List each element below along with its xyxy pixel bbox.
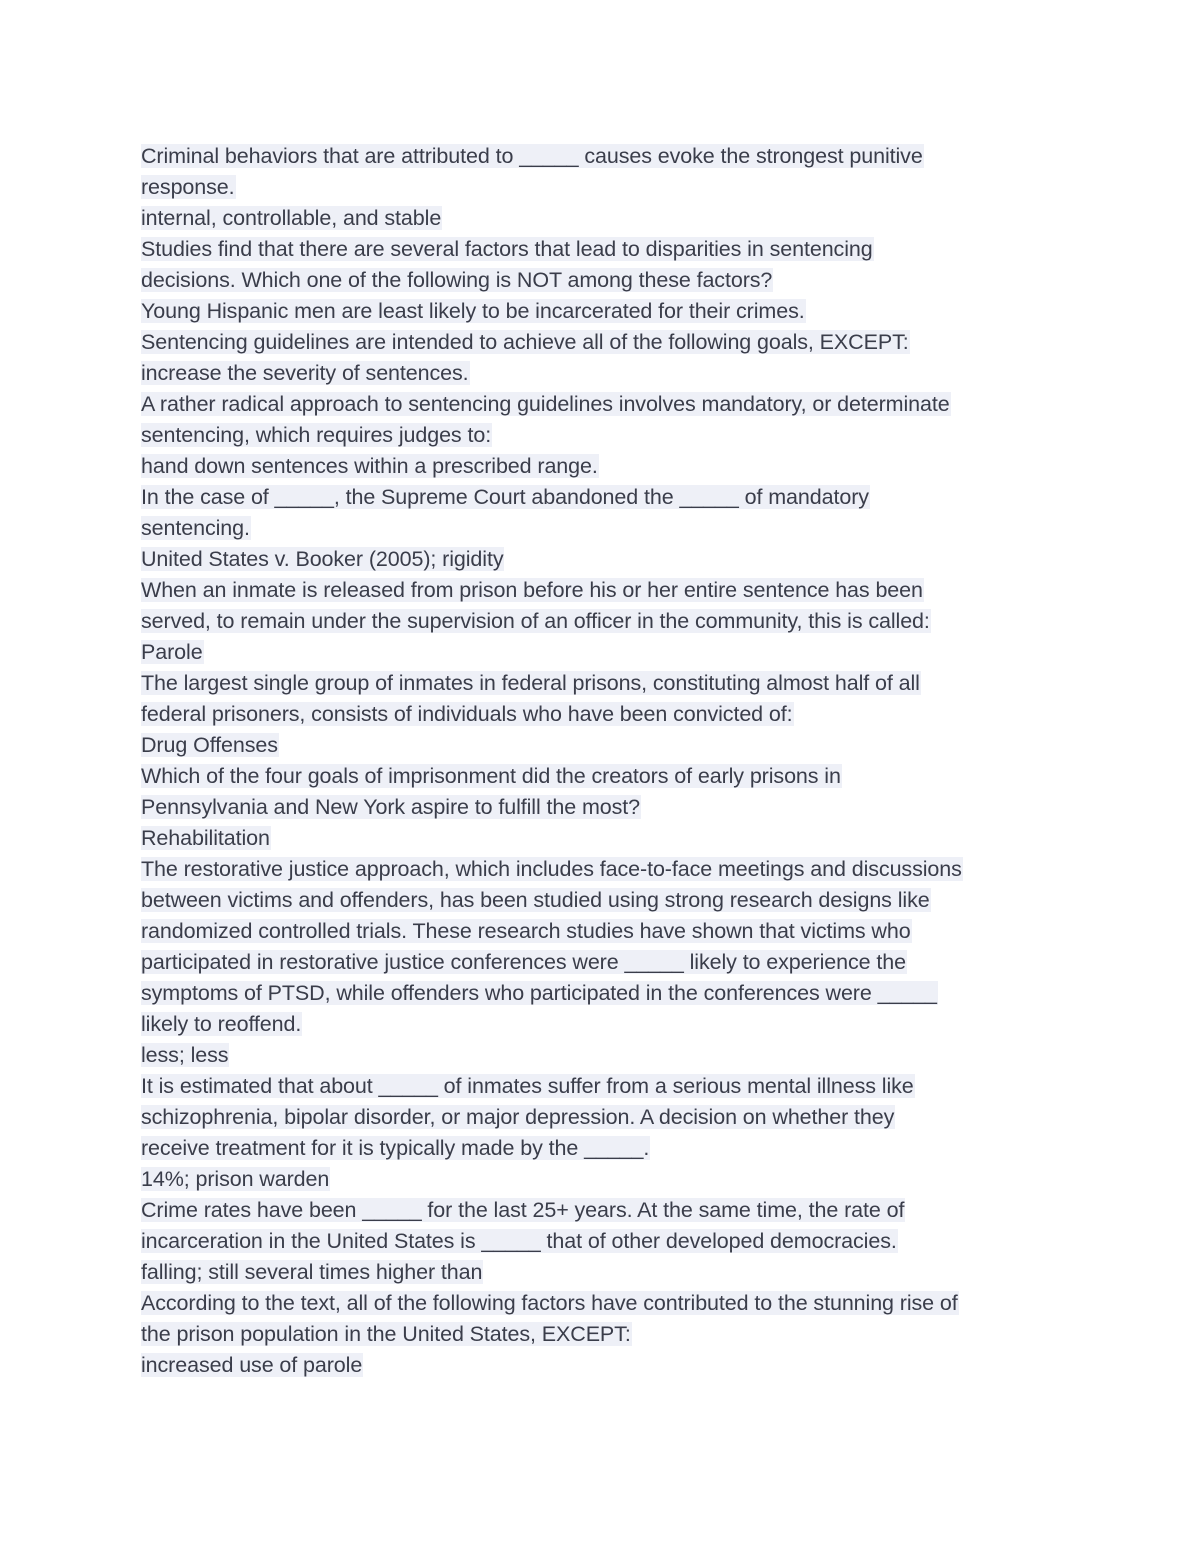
text-line-content: less; less <box>141 1043 229 1067</box>
text-line-content: Sentencing guidelines are intended to achieve all of the following goals, EXCEPT: <box>141 330 909 354</box>
text-line-content: the prison population in the United States, EXCEPT: <box>141 1322 631 1346</box>
text-line-content: Drug Offenses <box>141 733 278 757</box>
document-body <box>141 141 1061 1381</box>
text-line <box>141 916 1061 947</box>
text-line-content: A rather radical approach to sentencing guidelines involves mandatory, or determinate <box>141 392 950 416</box>
text-line <box>141 1102 1061 1133</box>
text-line-content: randomized controlled trials. These research studies have shown that victims who <box>141 919 911 943</box>
text-line <box>141 730 1061 761</box>
text-line-content: increased use of parole <box>141 1353 363 1377</box>
text-line <box>141 1040 1061 1071</box>
text-line-content: The largest single group of inmates in federal prisons, constituting almost half of all <box>141 671 920 695</box>
text-line <box>141 1195 1061 1226</box>
text-line <box>141 1226 1061 1257</box>
text-line <box>141 606 1061 637</box>
text-line-content: increase the severity of sentences. <box>141 361 469 385</box>
text-line-content: decisions. Which one of the following is NOT among these factors? <box>141 268 773 292</box>
text-line-content: symptoms of PTSD, while offenders who participated in the conferences were _____ <box>141 981 937 1005</box>
text-line <box>141 823 1061 854</box>
text-line-content: schizophrenia, bipolar disorder, or major depression. A decision on whether they <box>141 1105 895 1129</box>
text-line-content: sentencing. <box>141 516 250 540</box>
text-line-content: 14%; prison warden <box>141 1167 330 1191</box>
text-line <box>141 513 1061 544</box>
text-line-content: Studies find that there are several factors that lead to disparities in sentencing <box>141 237 873 261</box>
text-line-content: Crime rates have been _____ for the last 25+ years. At the same time, the rate of <box>141 1198 905 1222</box>
text-line-content: served, to remain under the supervision of an officer in the community, this is called: <box>141 609 930 633</box>
text-line <box>141 358 1061 389</box>
text-line-content: between victims and offenders, has been studied using strong research designs like <box>141 888 930 912</box>
text-line-content: receive treatment for it is typically made by the _____. <box>141 1136 650 1160</box>
text-line-content: participated in restorative justice conferences were _____ likely to experience the <box>141 950 906 974</box>
text-line <box>141 296 1061 327</box>
text-line <box>141 451 1061 482</box>
text-line <box>141 172 1061 203</box>
text-line-content: According to the text, all of the following factors have contributed to the stunning rise of <box>141 1291 958 1315</box>
text-line-content: It is estimated that about _____ of inmates suffer from a serious mental illness like <box>141 1074 914 1098</box>
text-line-content: falling; still several times higher than <box>141 1260 483 1284</box>
text-line <box>141 761 1061 792</box>
text-line-content: incarceration in the United States is _____ that of other developed democracies. <box>141 1229 897 1253</box>
text-line <box>141 420 1061 451</box>
text-line-content: Parole <box>141 640 203 664</box>
text-line-content: response. <box>141 175 235 199</box>
text-line <box>141 327 1061 358</box>
text-line <box>141 637 1061 668</box>
text-line-content: federal prisoners, consists of individuals who have been convicted of: <box>141 702 793 726</box>
text-line <box>141 699 1061 730</box>
text-line <box>141 1071 1061 1102</box>
text-line <box>141 234 1061 265</box>
text-line <box>141 854 1061 885</box>
text-line <box>141 1133 1061 1164</box>
text-line-content: In the case of _____, the Supreme Court abandoned the _____ of mandatory <box>141 485 869 509</box>
text-line <box>141 389 1061 420</box>
text-line <box>141 575 1061 606</box>
text-line-content: The restorative justice approach, which includes face-to-face meetings and discussions <box>141 857 962 881</box>
text-line-content: United States v. Booker (2005); rigidity <box>141 547 504 571</box>
text-line-content: Rehabilitation <box>141 826 270 850</box>
text-line-content: When an inmate is released from prison before his or her entire sentence has been <box>141 578 923 602</box>
text-line-content: likely to reoffend. <box>141 1012 302 1036</box>
text-line <box>141 141 1061 172</box>
text-line <box>141 1257 1061 1288</box>
text-line <box>141 947 1061 978</box>
text-line <box>141 1009 1061 1040</box>
text-line <box>141 1350 1061 1381</box>
text-line-content: Criminal behaviors that are attributed to _____ causes evoke the strongest punitive <box>141 144 923 168</box>
text-line <box>141 482 1061 513</box>
text-line-content: Pennsylvania and New York aspire to fulfill the most? <box>141 795 641 819</box>
text-line-content: sentencing, which requires judges to: <box>141 423 492 447</box>
text-line-content: Young Hispanic men are least likely to be incarcerated for their crimes. <box>141 299 805 323</box>
text-line-content: Which of the four goals of imprisonment did the creators of early prisons in <box>141 764 841 788</box>
text-line <box>141 978 1061 1009</box>
text-line <box>141 544 1061 575</box>
text-line-content: internal, controllable, and stable <box>141 206 442 230</box>
text-line <box>141 1319 1061 1350</box>
text-line <box>141 792 1061 823</box>
text-line <box>141 668 1061 699</box>
text-line-content: hand down sentences within a prescribed range. <box>141 454 598 478</box>
text-line <box>141 265 1061 296</box>
text-line <box>141 1164 1061 1195</box>
text-line <box>141 1288 1061 1319</box>
text-line <box>141 203 1061 234</box>
text-line <box>141 885 1061 916</box>
